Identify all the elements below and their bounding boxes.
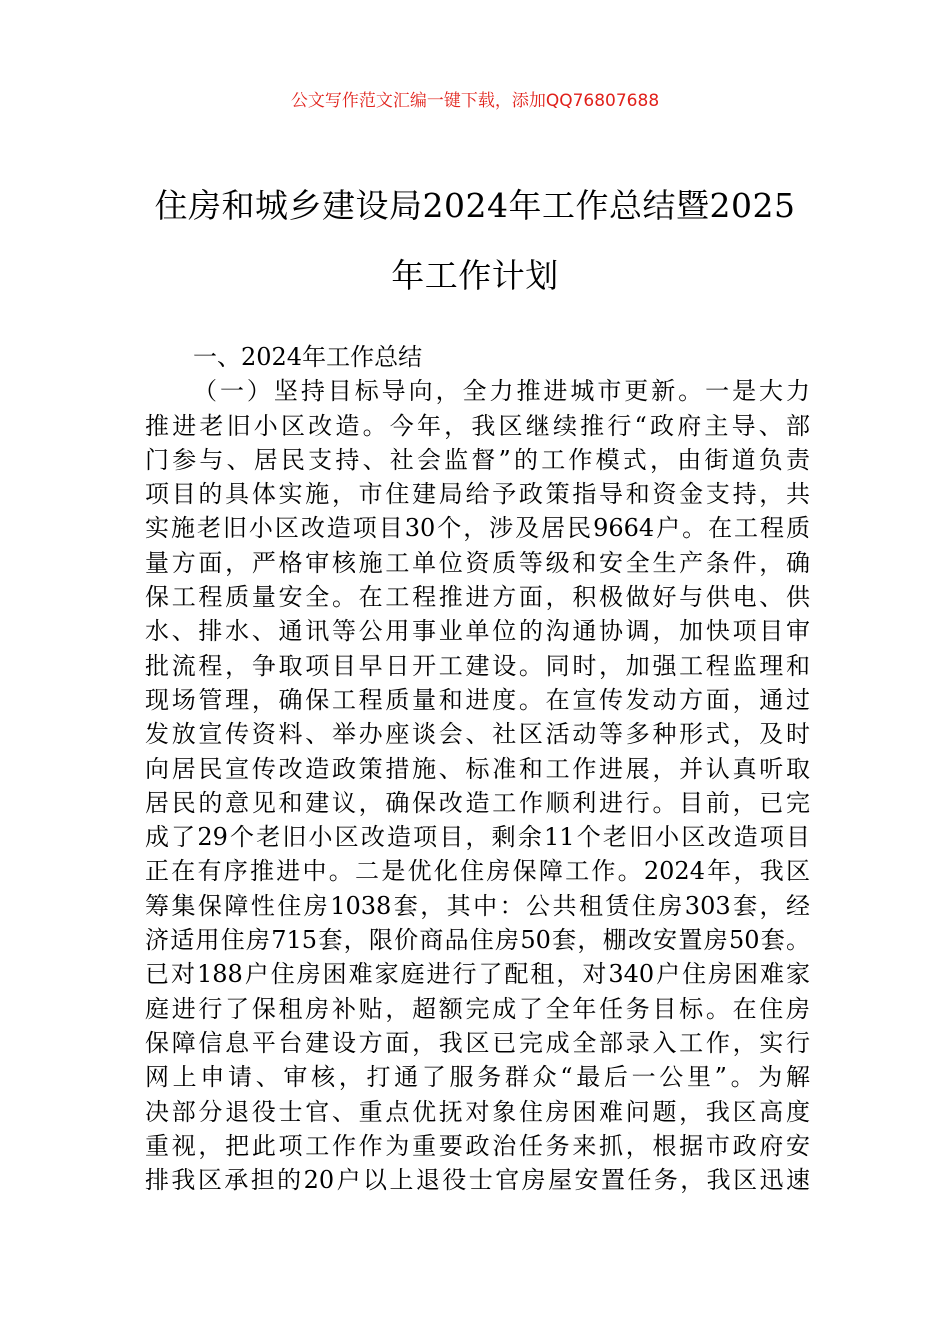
download-notice: 公文写作范文汇编一键下载，添加QQ76807688 [290, 91, 660, 111]
body-line: 已对188户住房困难家庭进行了配租，对340户住房困难家 [145, 960, 810, 989]
body-line: 筹集保障性住房1038套，其中：公共租赁住房303套，经 [145, 891, 810, 920]
body-line: 量方面，严格审核施工单位资质等级和安全生产条件，确 [145, 548, 810, 577]
body-line: 决部分退役士官、重点优抚对象住房困难问题，我区高度 [145, 1097, 810, 1126]
body-line: 成了29个老旧小区改造项目，剩余11个老旧小区改造项目 [145, 823, 810, 852]
body-line: 水、排水、通讯等公用事业单位的沟通协调，加快项目审 [145, 617, 810, 646]
body-line: 网上申请、审核，打通了服务群众“最后一公里”。为解 [145, 1063, 810, 1092]
body-line: 发放宣传资料、举办座谈会、社区活动等多种形式，及时 [145, 720, 810, 749]
document-title-line-1: 住房和城乡建设局2024年工作总结暨2025 [154, 186, 796, 225]
body-line: 保工程质量安全。在工程推进方面，积极做好与供电、供 [145, 583, 810, 612]
document-title-line-2: 年工作计划 [391, 256, 559, 295]
body-line: 门参与、居民支持、社会监督”的工作模式，由街道负责 [145, 445, 810, 474]
body-line: 保障信息平台建设方面，我区已完成全部录入工作，实行 [145, 1028, 810, 1057]
body-line: 居民的意见和建议，确保改造工作顺利进行。目前，已完 [145, 788, 810, 817]
body-line: 实施老旧小区改造项目30个，涉及居民9664户。在工程质 [145, 514, 810, 543]
section-heading: 一、2024年工作总结 [193, 343, 423, 371]
document-body [145, 340, 810, 1197]
body-line: 向居民宣传改造政策措施、标准和工作进展，并认真听取 [145, 754, 810, 783]
body-line: 重视，把此项工作作为重要政治任务来抓，根据市政府安 [145, 1131, 810, 1160]
body-line: （一）坚持目标导向，全力推进城市更新。一是大力 [193, 377, 810, 406]
body-line: 批流程，争取项目早日开工建设。同时，加强工程监理和 [145, 651, 810, 680]
body-line: 推进老旧小区改造。今年，我区继续推行“政府主导、部 [145, 411, 810, 440]
body-line: 济适用住房715套，限价商品住房50套，棚改安置房50套。 [145, 926, 810, 955]
body-line: 现场管理，确保工程质量和进度。在宣传发动方面，通过 [145, 685, 810, 714]
body-line: 庭进行了保租房补贴，超额完成了全年任务目标。在住房 [145, 994, 810, 1023]
body-line: 正在有序推进中。二是优化住房保障工作。2024年，我区 [145, 857, 810, 886]
body-line: 排我区承担的20户以上退役士官房屋安置任务，我区迅速 [145, 1166, 810, 1195]
body-line: 项目的具体实施，市住建局给予政策指导和资金支持，共 [145, 480, 810, 509]
